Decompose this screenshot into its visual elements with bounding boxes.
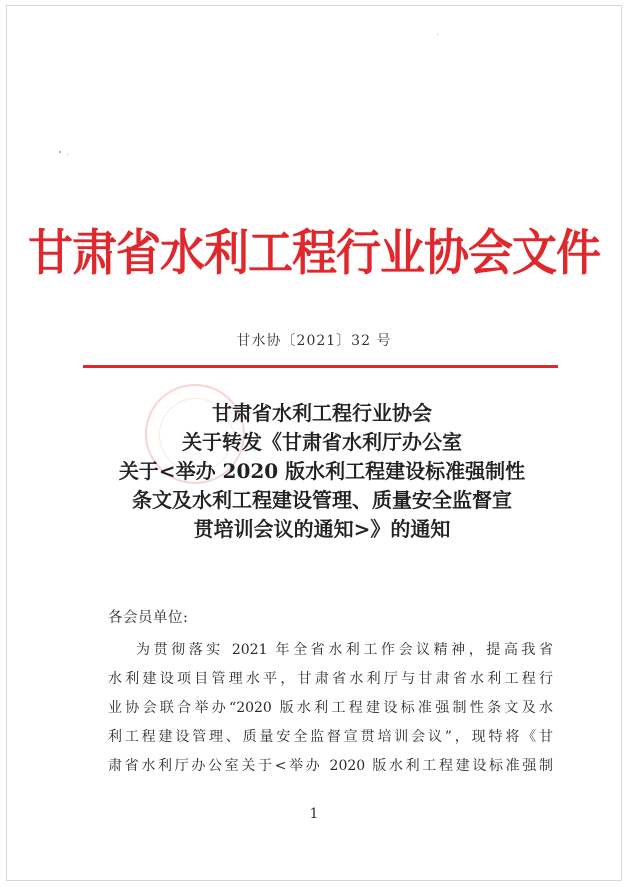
body-line: 业协会联合举办“2020 版水利工程建设标准强制性条文及水 [108,700,553,716]
document-title [87,399,557,544]
body-paragraph [108,636,553,781]
body-line: 水利建设项目管理水平，甘肃省水利厅与甘肃省水利工程行 [108,671,553,687]
title-line: 甘肃省水利工程行业协会 [212,401,432,425]
document-masthead: 甘肃省水利工程行业协会文件 [27,224,600,282]
scan-speck [67,154,68,155]
document-number: 甘水协〔2021〕32 号 [236,333,392,349]
salutation: 各会员单位: [108,610,189,626]
body-line: 利工程建设管理、质量安全监督宣贯培训会议”，现特将《甘 [108,729,553,745]
title-line: 条文及水利工程建设管理、质量安全监督宣 [132,488,512,512]
title-line: 关于<举办 2020 版水利工程建设标准强制性 [118,459,526,483]
scan-speck [59,151,61,153]
page-number: 1 [309,806,319,822]
document-page [6,5,622,881]
body-line: 肃省水利厅办公室关于<举办 2020 版水利工程建设标准强制 [108,758,553,774]
red-divider-line [83,365,558,368]
title-line: 贯培训会议的通知>》的通知 [193,517,451,541]
title-line: 关于转发《甘肃省水利厅办公室 [182,430,462,454]
body-line: 为贯彻落实 2021 年全省水利工作会议精神，提高我省 [136,642,553,658]
scan-speck [437,34,438,35]
